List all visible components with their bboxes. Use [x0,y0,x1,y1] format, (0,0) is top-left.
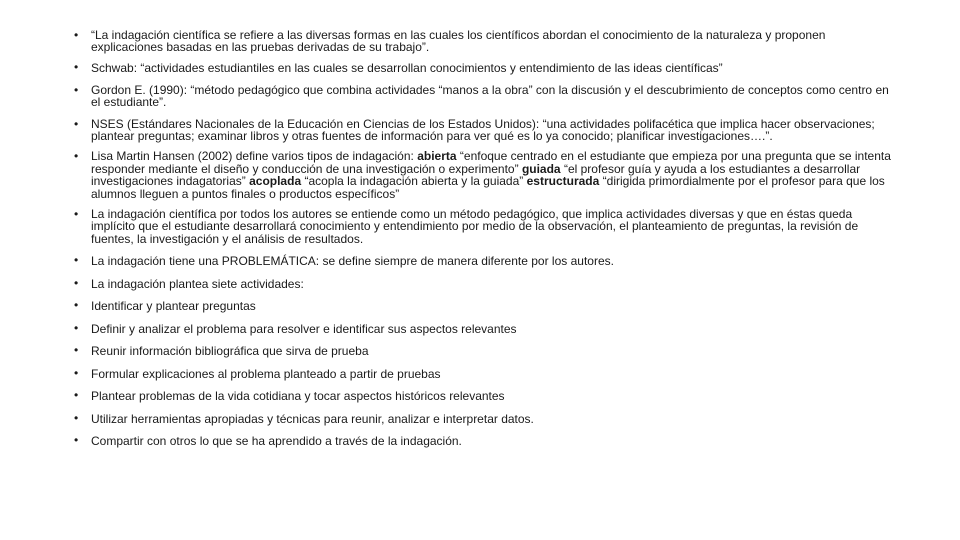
item-text: Plantear problemas de la vida cotidiana y tocar aspectos históricos relevantes [91,389,505,404]
list-item [74,322,896,336]
item-text-part: Lisa Martin Hansen (2002) define varios tipos de indagación: [91,149,418,164]
item-text: Reunir información bibliográfica que sirva de prueba [91,344,369,359]
list-item [74,277,896,291]
item-text: Gordon E. (1990): “método pedagógico que combina actividades “manos a la obra” con la discusión y el descubrimiento de conceptos como centro en el estudiante”. [91,82,889,110]
item-text-part: “acopla la indagación abierta y la guiada” [301,174,527,189]
list-item [74,254,896,268]
list-item [74,367,896,381]
bullet-icon: • [74,82,79,97]
inquiry-type-structured: estructurada [526,174,600,189]
bullet-icon: • [74,207,79,222]
inquiry-type-guided: guiada [521,161,561,176]
item-text: NSES (Estándares Nacionales de la Educación en Ciencias de los Estados Unidos): “una actividades polifacética que implica hacer observaciones; plantear preguntas; examinar libros y otras fuentes de información para ver qué es lo ya conocido; planificar investigaciones….”. [91,116,875,144]
bullet-icon: • [74,433,79,448]
inquiry-type-coupled: acoplada [249,174,302,189]
bullet-icon: • [74,320,79,335]
list-item [74,434,896,448]
item-text: “La indagación científica se refiere a las diversas formas en las cuales los científicos abordan el conocimiento de la naturaleza y proponen explicaciones basadas en las pruebas derivadas de su trabajo”. [91,28,826,55]
bullet-icon: • [74,59,79,74]
item-text-part: “dirigida primordialmente por el profesor para que los alumnos lleguen a puntos finales o productos específicos” [91,174,885,201]
item-text: La indagación tiene una PROBLEMÁTICA: se define siempre de manera diferente por los autores. [91,254,614,269]
bullet-icon: • [74,253,79,268]
bullet-icon: • [74,28,79,42]
item-text: Schwab: “actividades estudiantiles en las cuales se desarrollan conocimientos y entendimiento de las ideas científicas” [91,60,723,75]
bullet-icon: • [74,343,79,358]
item-text: Compartir con otros lo que se ha aprendido a través de la indagación. [91,434,462,449]
list-item [74,61,896,75]
bullet-icon: • [74,298,79,313]
list-item [74,208,896,245]
item-text: Utilizar herramientas apropiadas y técnicas para reunir, analizar e interpretar datos. [91,411,534,426]
bullet-icon: • [74,116,79,131]
list-item [74,412,896,426]
list-item [74,150,896,200]
list-item [74,344,896,358]
inquiry-type-open: abierta [417,149,457,164]
item-text: Formular explicaciones al problema planteado a partir de pruebas [91,366,441,381]
bullet-icon: • [74,275,79,290]
list-item [74,389,896,403]
bullet-icon: • [74,410,79,425]
item-text: La indagación científica por todos los autores se entiende como un método pedagógico, que implica actividades diversas y que en éstas queda implícito que el estudiante desarrollará conocimiento y entendimiento por medio de la observación, el planteamiento de preguntas, la revisión de fuentes, la investigación y el análisis de resultados. [91,207,859,246]
item-text-part: “enfoque centrado en el estudiante que empieza por una pregunta que se intenta responder mediante el diseño y conducción de una investigación o experimento” [91,149,891,176]
bullet-icon: • [74,388,79,403]
list-item [74,84,896,109]
list-item [74,118,896,143]
bullet-icon: • [74,365,79,380]
item-text: Definir y analizar el problema para resolver e identificar sus aspectos relevantes [91,321,517,336]
bullet-icon: • [74,149,79,164]
item-text-part: “el profesor guía y ayuda a los estudiantes a desarrollar investigaciones indagatorias” [91,161,861,189]
item-text: Identificar y plantear preguntas [91,299,256,314]
list-item [74,299,896,313]
item-text: La indagación plantea siete actividades: [91,276,304,291]
bullet-list [74,29,896,448]
list-item [74,29,896,54]
item-text [91,150,896,200]
